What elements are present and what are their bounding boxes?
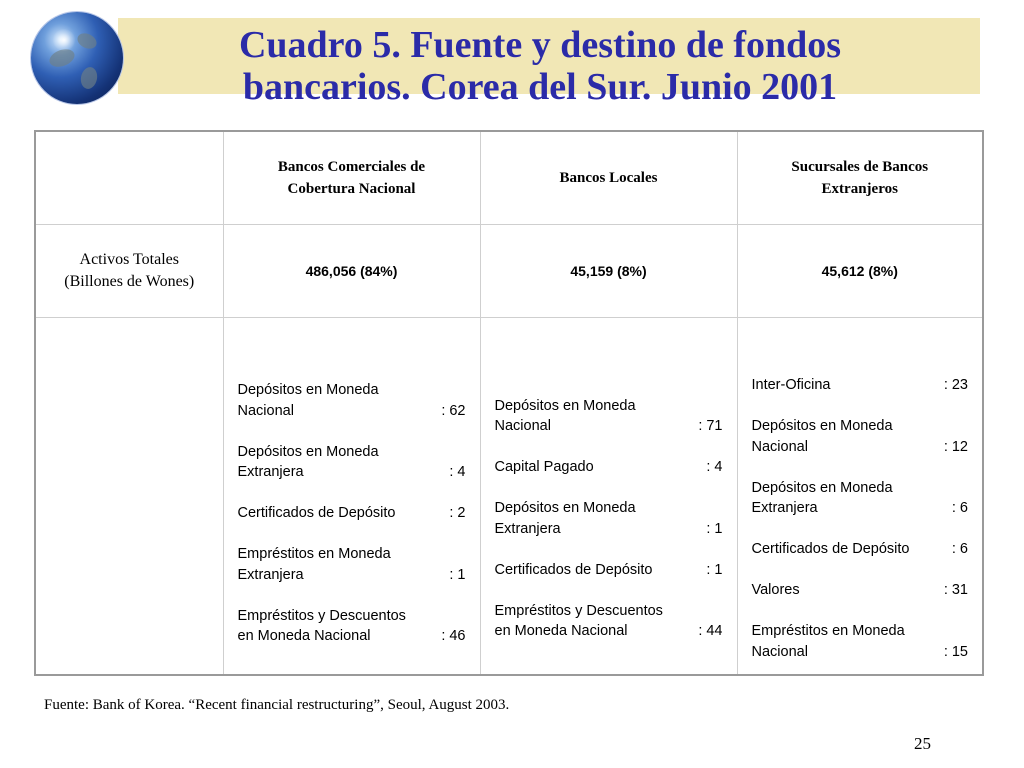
corner-cell [35,131,223,225]
detail-item: Depósitos en Moneda Nacional : 12 [751,418,968,455]
page-number: 25 [914,734,931,753]
detail-item: Empréstitos en Moneda Extranjera : 1 [237,546,466,583]
column-header: Sucursales de Bancos Extranjeros [737,131,983,225]
column-header: Bancos Comerciales de Cobertura Nacional [223,131,480,225]
assets-value: 486,056 (84%) [223,225,480,318]
detail-item: Depósitos en Moneda Extranjera : 6 [751,479,968,516]
globe-icon [31,12,123,104]
detail-item: Depósitos en Moneda Nacional : 71 [494,397,723,434]
detail-item: Valores : 31 [751,582,968,598]
detail-item: Depósitos en Moneda Extranjera : 4 [237,443,466,481]
assets-value: 45,612 (8%) [737,225,983,318]
header-row [35,131,983,225]
detail-item: Depósitos en Moneda Extranjera : 1 [494,500,723,537]
detail-item: Empréstitos y Descuentos en Moneda Nacional : 44 [494,602,723,639]
details-cell [223,318,480,676]
assets-value: 45,159 (8%) [480,225,737,318]
details-row [35,318,983,676]
funds-table [34,130,984,676]
detail-item: Inter-Oficina : 23 [751,377,968,393]
title-line-1: Cuadro 5. Fuente y destino de fondos [238,24,842,66]
detail-item: Empréstitos y Descuentos en Moneda Nacional : 46 [237,607,466,645]
row-label: Activos Totales (Billones de Wones) [35,225,223,318]
detail-item: Certificados de Depósito : 1 [494,561,723,578]
detail-item: Capital Pagado : 4 [494,459,723,475]
empty-label-cell [35,318,223,676]
detail-item: Empréstitos en Moneda Nacional : 15 [751,623,968,660]
column-header: Bancos Locales [480,131,737,225]
title-line-2: bancarios. Corea del Sur. Junio 2001 [242,66,838,108]
assets-row [35,225,983,318]
detail-item: Certificados de Depósito : 6 [751,541,968,557]
source-note: Fuente: Bank of Korea. “Recent financial restructuring”, Seoul, August 2003. [44,697,510,713]
details-cell [480,318,737,676]
detail-item: Depósitos en Moneda Nacional : 62 [237,382,466,419]
detail-item: Certificados de Depósito : 2 [237,505,466,522]
details-cell [737,318,983,676]
slide-title [180,24,900,108]
